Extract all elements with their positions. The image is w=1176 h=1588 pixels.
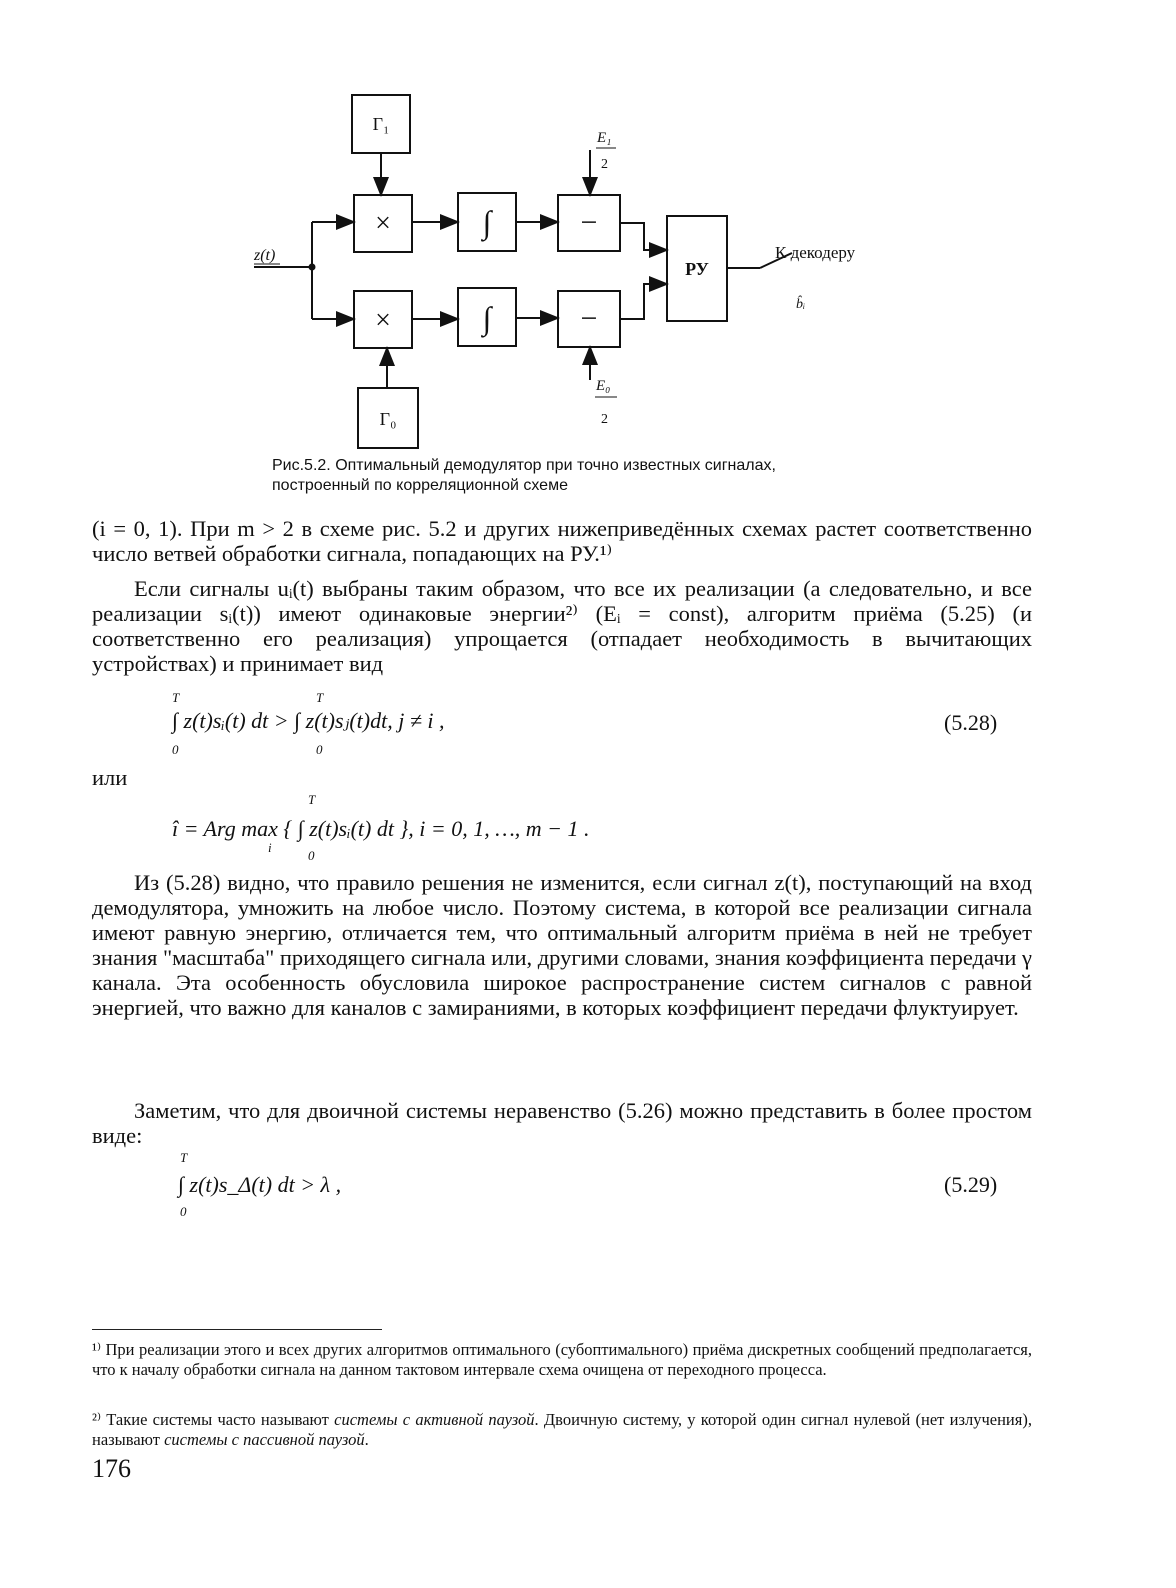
- paragraph-3: Из (5.28) видно, что правило решения не изменится, если сигнал z(t), поступающий на вход демодулятора, умножить на любое число. Поэтому система, в которой все реализации сигнала имеют равную энергию, отличается тем, что оптимальный алгоритм приёма в ней не требует знания "масштаба" приходящего сигнала или, другими словами, знания коэффициента передачи γ канала. Эта особенность обусловила широкое распространение систем сигналов с равной энергией, что важно для каналов с замираниями, в которых коэффициент передачи флуктуирует.: [92, 870, 1033, 1020]
- caption-line-1: Рис.5.2. Оптимальный демодулятор при точно известных сигналах,: [272, 457, 776, 474]
- argmax-upper: T: [308, 792, 316, 807]
- multiplier-top-label: ×: [375, 208, 391, 239]
- e1-denominator: 2: [601, 157, 608, 172]
- footnote-2: [92, 1410, 1032, 1450]
- argmax-subscript: i: [268, 840, 272, 855]
- e1-numerator: E₁: [597, 130, 612, 146]
- eq528-upper-1: T: [172, 690, 180, 705]
- footnote-2-part-c: . Двоичную систему, у которой один сигнал нулевой (нет излучения), называют: [92, 1410, 1032, 1449]
- eq528-lower-1: 0: [172, 742, 179, 757]
- paragraph-1: (i = 0, 1). При m > 2 в схеме рис. 5.2 и других нижеприведённых схемах растет соответственно число ветвей обработки сигнала, попадающих на РУ.¹⁾: [92, 516, 1032, 566]
- eq528-upper-2: T: [316, 690, 324, 705]
- footnote-2-part-e: .: [364, 1430, 369, 1449]
- integrator-top-label: ∫: [482, 204, 492, 240]
- generator-g0-label: Г₀: [379, 409, 397, 429]
- equation-5-28-number: (5.28): [944, 710, 998, 735]
- multiplier-bottom-label: ×: [375, 305, 391, 336]
- equation-5-29: ∫ z(t)s_Δ(t) dt > λ ,: [178, 1172, 342, 1197]
- generator-g1-label: Г₁: [372, 114, 390, 134]
- e0-denominator: 2: [601, 412, 608, 427]
- decision-device-label: РУ: [685, 259, 709, 279]
- output-label: К декодеру: [775, 243, 856, 262]
- eq529-upper: T: [180, 1150, 188, 1165]
- footnote-rule: [92, 1329, 382, 1330]
- integrator-bottom-label: ∫: [482, 300, 492, 336]
- argmax-lower: 0: [308, 848, 315, 863]
- equation-5-29-number: (5.29): [944, 1172, 998, 1197]
- eq529-lower: 0: [180, 1204, 187, 1219]
- caption-line-2: построенный по корреляционной схеме: [272, 477, 568, 494]
- equation-5-28: ∫ z(t)sᵢ(t) dt > ∫ z(t)sⱼ(t)dt, j ≠ i ,: [172, 708, 445, 733]
- subtractor-bottom-label: −: [580, 302, 598, 335]
- footnote-2-part-a: ²⁾ Такие системы часто называют: [92, 1410, 335, 1429]
- footnote-2-term-passive: системы с пассивной паузой: [164, 1430, 365, 1449]
- junction-dot: [309, 264, 316, 271]
- figure-caption: [272, 456, 912, 496]
- paragraph-4: Заметим, что для двоичной системы неравенство (5.26) можно представить в более простом виде:: [92, 1098, 1032, 1148]
- footnote-2-term-active: системы с активной паузой: [334, 1410, 535, 1429]
- eq528-lower-2: 0: [316, 742, 323, 757]
- paragraph-2: Если сигналы uᵢ(t) выбраны таким образом, что все их реализации (а следовательно, и все реализации sᵢ(t)) имеют одинаковые энергии²⁾ (Eᵢ = const), алгоритм приёма (5.25) (и соответственно его реализация) упрощается (отпадает необходимость в вычитающих устройствах) и принимает вид: [92, 576, 1032, 676]
- argmax-equation: î = Arg max { ∫ z(t)sᵢ(t) dt }, i = 0, 1, …, m − 1 .: [172, 816, 590, 841]
- subtractor-top-label: −: [580, 206, 598, 239]
- or-word: или: [92, 765, 128, 790]
- demodulator-diagram: [240, 80, 940, 460]
- output-symbol: b̂ᵢ: [796, 297, 806, 312]
- input-signal-label: z(t): [254, 247, 276, 264]
- page-number: 176: [92, 1454, 131, 1483]
- footnote-1: ¹⁾ При реализации этого и всех других алгоритмов оптимального (субоптимального) приёма дискретных сообщений предполагается, что к началу обработки сигнала на данном тактовом интервале схема очищена от переходного процесса.: [92, 1340, 1032, 1379]
- e0-numerator: E₀: [596, 378, 611, 394]
